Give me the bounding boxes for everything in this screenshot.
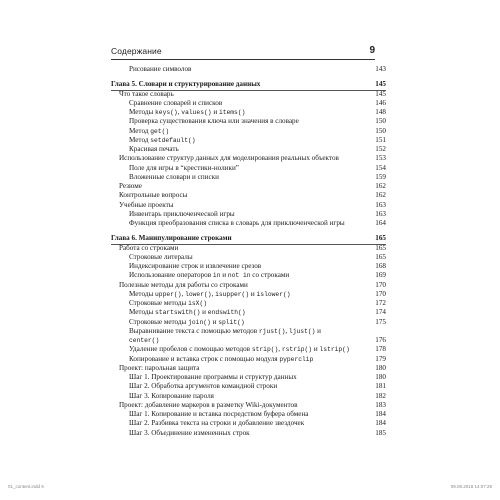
header-page-number: 9 (369, 45, 375, 56)
toc-entry-title: Шаг 2. Обработка аргументов командной строки (129, 382, 278, 391)
toc-entry-title: Вложенные словари и списки (129, 172, 219, 181)
text-fragment: и (210, 317, 219, 326)
text-fragment: Копирование и вставка строк с помощью модуля (129, 354, 280, 363)
toc-entry-title (129, 271, 289, 280)
toc-page-number: 175 (375, 317, 386, 326)
code-fragment: islower() (256, 290, 291, 298)
code-fragment: isupper() (215, 290, 250, 298)
text-fragment: , (211, 289, 216, 298)
text-fragment: и (200, 308, 208, 317)
toc-entry (111, 401, 386, 410)
text-fragment: Удаление пробелов с помощью методов (129, 345, 252, 354)
code-fragment: lstrip() (319, 346, 350, 354)
toc-page-number: 153 (375, 154, 386, 163)
toc-entry (111, 136, 386, 145)
code-fragment: join() (188, 318, 211, 326)
toc-page-number: 152 (375, 145, 386, 153)
toc-entry (111, 164, 386, 173)
toc-page-number: 148 (375, 108, 386, 116)
code-fragment: split() (218, 318, 245, 326)
toc-page-number: 168 (375, 262, 386, 270)
toc-page-number: 162 (375, 191, 386, 200)
code-fragment: values() (181, 109, 212, 116)
toc-page-number: 165 (375, 252, 386, 261)
toc-page-number: 145 (375, 89, 386, 98)
toc-entry (111, 201, 386, 210)
toc-entry (111, 290, 386, 299)
toc-page-number: 170 (375, 289, 386, 298)
text-fragment: и (249, 289, 257, 298)
toc-entry (111, 191, 386, 200)
toc-entry (111, 299, 386, 308)
toc-entry-title: Учебные проекты (119, 200, 174, 209)
toc-entry (111, 345, 386, 354)
text-fragment: Использование операторов (129, 271, 213, 280)
toc-entry (111, 429, 386, 438)
toc-page-number: 150 (375, 117, 386, 126)
text-fragment: и (315, 326, 321, 335)
toc-page-number: 172 (375, 299, 386, 307)
code-fragment: items() (218, 109, 246, 116)
code-fragment: in (212, 272, 221, 280)
toc-entry (111, 244, 386, 253)
toc-page-number: 180 (375, 373, 386, 381)
code-fragment: startswith() (155, 309, 201, 317)
code-fragment: keys() (155, 109, 178, 116)
toc-entry (111, 262, 386, 271)
toc-entry (111, 127, 386, 136)
text-fragment: , (285, 326, 289, 335)
toc-page-number: 165 (375, 234, 386, 243)
toc-entry-title: Сравнение словарей и списков (129, 98, 223, 107)
code-fragment: setdefault() (150, 136, 196, 144)
toc-chapter-entry (111, 80, 386, 89)
toc-page-number: 170 (375, 280, 386, 289)
toc-page-number: 181 (375, 382, 386, 391)
toc-page-number: 176 (375, 336, 386, 344)
toc-entry (111, 117, 386, 126)
toc-page-number: 162 (375, 182, 386, 190)
toc-page-number: 184 (375, 419, 386, 428)
toc-page-number: 164 (375, 219, 386, 227)
toc-entry (111, 308, 386, 317)
toc-page-number: 150 (375, 126, 386, 135)
toc-entry-title: Функция преобразования списка в словарь для приключенческой игры (129, 219, 345, 227)
toc-entry (111, 154, 386, 163)
toc-entry-title: Что такое словарь (119, 89, 174, 98)
toc-entry (111, 410, 386, 419)
toc-entry-title: Полезные методы для работы со строками (119, 280, 248, 289)
toc-page-number: 143 (375, 65, 386, 73)
toc-entry-title: Использование структур данных для моделирования реальных объектов (119, 154, 339, 163)
toc-entry (111, 419, 386, 428)
toc-entry (111, 373, 386, 382)
toc-entry (111, 364, 386, 373)
toc-entry (111, 281, 386, 290)
toc-page-number: 183 (375, 400, 386, 409)
text-fragment: Методы (129, 308, 156, 317)
code-fragment: isX() (188, 300, 208, 307)
toc-entry-title: Глава 5. Словари и структурирование данных (111, 80, 261, 89)
text-fragment: со строками (250, 271, 290, 280)
toc-entry (111, 99, 386, 108)
header-rule (111, 59, 375, 60)
toc-entry-title: Контрольные вопросы (119, 191, 188, 200)
toc-entry-title (129, 290, 291, 299)
toc-entry-title: Поле для игры в “крестики-нолики” (129, 163, 239, 172)
toc-entry-title: Шаг 1. Проектирование программы и структур данных (129, 373, 297, 381)
text-fragment: Строковые методы (129, 299, 189, 307)
toc-entry (111, 145, 386, 154)
toc-entry-title (129, 318, 245, 327)
toc-entry-title (129, 108, 245, 117)
text-fragment: , (278, 345, 282, 354)
toc-entry (111, 65, 386, 74)
toc-entry-title (129, 127, 169, 136)
toc-entry-title: Строковые литералы (129, 252, 193, 261)
text-fragment: и (211, 108, 219, 116)
table-of-contents (111, 65, 386, 438)
code-fragment: strip() (251, 346, 279, 354)
toc-entry (111, 355, 386, 364)
text-fragment: Метод (129, 126, 151, 135)
toc-page-number: 184 (375, 410, 386, 418)
toc-entry-title: Работа со строками (119, 243, 179, 252)
toc-page-number: 163 (375, 200, 386, 209)
toc-entry-title: Резюме (119, 182, 142, 190)
toc-entry (111, 108, 386, 117)
text-fragment: и (312, 345, 320, 354)
toc-entry (111, 210, 386, 219)
toc-page-number: 180 (375, 363, 386, 372)
toc-entry-title (129, 345, 350, 354)
toc-entry (111, 327, 386, 346)
toc-entry-title (129, 308, 246, 317)
toc-entry-title: Индексирование строк и извлечение срезов (129, 262, 262, 270)
toc-entry-title: Инвентарь приключенческой игры (129, 209, 235, 218)
toc-entry-title: Рисование символов (129, 65, 192, 73)
code-fragment: get() (150, 127, 170, 135)
text-fragment: , (181, 289, 186, 298)
text-fragment: , (177, 108, 182, 116)
toc-entry-title: Шаг 3. Копирование пароля (129, 391, 214, 400)
code-fragment: not in (227, 272, 251, 280)
toc-entry-title: Проект: добавление маркеров в разметку Wiki-документов (119, 400, 298, 409)
code-fragment: endswith() (207, 309, 246, 317)
toc-page-number: 178 (375, 345, 386, 354)
toc-entry-title (129, 299, 207, 308)
toc-page-number: 174 (375, 308, 386, 317)
code-fragment: ljust() (288, 327, 316, 335)
footer-timestamp: 09.08.2016 14:07:29 (450, 484, 492, 489)
toc-page-number: 151 (375, 135, 386, 144)
toc-entry (111, 90, 386, 99)
toc-page-number: 159 (375, 172, 386, 181)
footer-file-info: 01_content.indd 9 (8, 484, 44, 489)
code-fragment: rjust() (258, 327, 286, 335)
text-fragment: Методы (129, 108, 156, 116)
toc-page-number: 169 (375, 271, 386, 280)
text-fragment: и (220, 271, 228, 280)
toc-entry-title (129, 355, 313, 364)
toc-entry-title (129, 327, 349, 346)
toc-chapter-entry (111, 234, 386, 243)
toc-entry-title: Глава 6. Манипулирование строками (111, 234, 232, 243)
toc-entry (111, 173, 386, 182)
toc-page-number: 154 (375, 163, 386, 172)
code-fragment: rstrip() (281, 346, 313, 354)
text-fragment: Метод (129, 135, 151, 144)
toc-entry (111, 182, 386, 191)
toc-entry-title: Шаг 1. Копирование и вставка посредством буфера обмена (129, 410, 309, 418)
toc-entry (111, 392, 386, 401)
code-fragment: pyperclip (279, 355, 314, 363)
text-fragment: Методы (129, 289, 156, 298)
toc-page-number: 185 (375, 428, 386, 437)
toc-entry (111, 253, 386, 262)
toc-entry-title: Шаг 3. Объединение измененных строк (129, 428, 250, 437)
toc-page-number: 179 (375, 354, 386, 363)
print-footer (8, 484, 492, 492)
toc-page-number: 165 (375, 243, 386, 252)
code-fragment: center() (129, 337, 160, 344)
text-fragment: Выравнивание текста с помощью методов (129, 326, 259, 335)
toc-entry-title: Проект: парольная защита (119, 363, 200, 372)
code-fragment: upper() (155, 290, 182, 298)
text-fragment: Строковые методы (129, 317, 189, 326)
toc-page-number: 146 (375, 98, 386, 107)
toc-page-number: 182 (375, 391, 386, 400)
toc-entry-title: Проверка существования ключа или значения в словаре (129, 117, 299, 126)
code-fragment: lower() (185, 290, 212, 298)
toc-entry (111, 219, 386, 228)
toc-entry-title: Красивая печать (129, 145, 179, 153)
toc-entry (111, 318, 386, 327)
header-title: Содержание (111, 46, 162, 56)
toc-entry (111, 382, 386, 391)
toc-entry-title: Шаг 2. Разбивка текста на строки и добавление звездочек (129, 419, 305, 428)
toc-page-number: 163 (375, 209, 386, 218)
toc-entry (111, 271, 386, 280)
toc-page-number: 145 (375, 80, 386, 89)
toc-entry-title (129, 136, 196, 145)
running-header (111, 46, 375, 58)
